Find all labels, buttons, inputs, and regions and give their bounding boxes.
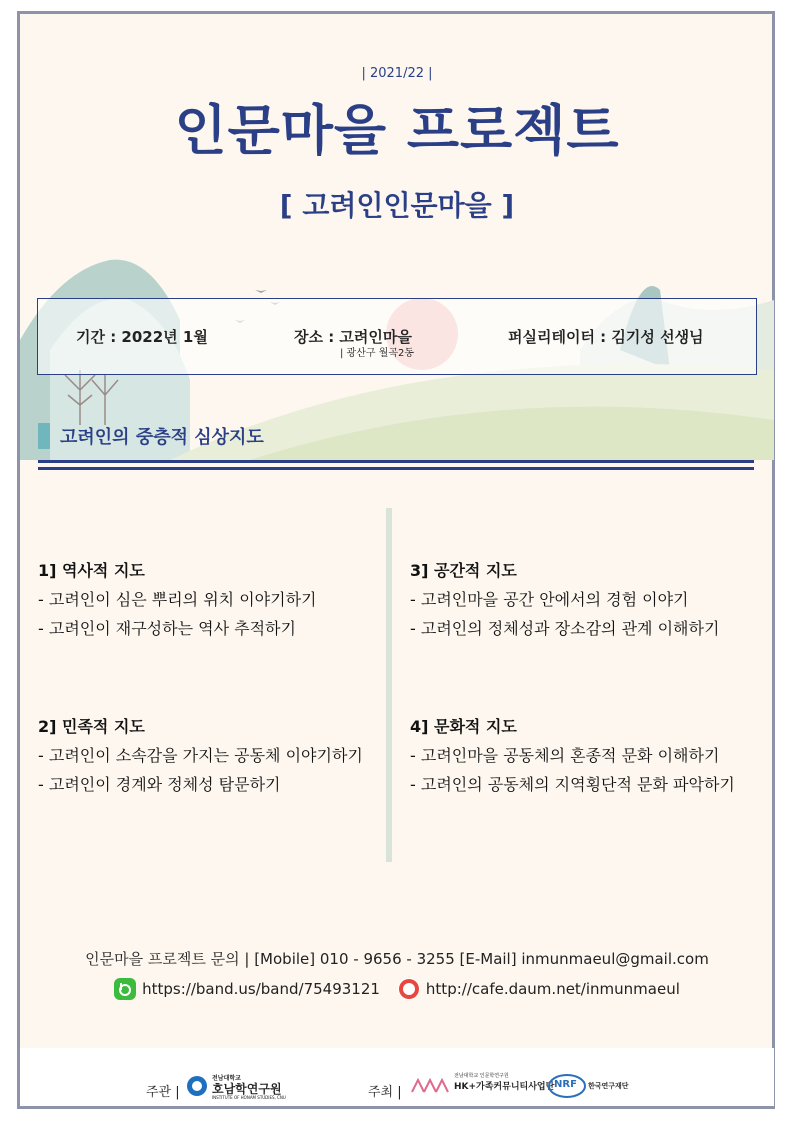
period-text: 기간 : 2022년 1월 [76, 328, 208, 346]
section-heading [38, 422, 264, 450]
divider-rule [38, 460, 754, 463]
organizer-small: 전남대학교 [212, 1075, 241, 1082]
project-year: | 2021/22 | [361, 66, 433, 81]
column-divider [386, 508, 392, 862]
map-heading: 2] 민족적 지도 [38, 717, 145, 736]
map-line: - 고려인이 심은 뿌리의 위치 이야기하기 [38, 590, 317, 609]
section-accent-bar [38, 423, 50, 449]
map-line: - 고려인의 정체성과 장소감의 관계 이해하기 [410, 619, 720, 638]
band-icon [114, 978, 136, 1000]
map-block-spatial [410, 558, 719, 645]
info-box [37, 298, 757, 375]
divider-rule [38, 467, 754, 470]
facilitator-text: 퍼실리테이터 : 김기성 선생님 [508, 328, 704, 346]
host-small: 전남대학교 인문학연구원 [454, 1073, 509, 1079]
contact-line: 인문마을 프로젝트 문의 | [Mobile] 010 - 9656 - 3255 [E-Mail] inmunmaeul@gmail.com [85, 950, 709, 968]
host-name: HK+가족커뮤니티사업단 [454, 1082, 555, 1092]
organizer-en: INSTITUTE OF HONAM STUDIES, CNU [212, 1095, 286, 1100]
links-row [0, 978, 794, 1000]
map-block-cultural [410, 714, 735, 801]
cafe-link[interactable]: http://cafe.daum.net/inmunmaeul [425, 980, 680, 998]
nrf-mark: NRF [554, 1079, 577, 1090]
map-heading: 1] 역사적 지도 [38, 561, 145, 580]
map-line: - 고려인이 재구성하는 역사 추적하기 [38, 619, 296, 638]
place-text: 장소 : 고려인마을 [294, 328, 412, 346]
map-line: - 고려인이 경계와 정체성 탐문하기 [38, 775, 281, 794]
map-line: - 고려인마을 공간 안에서의 경험 이야기 [410, 590, 689, 609]
map-line: - 고려인이 소속감을 가지는 공동체 이야기하기 [38, 746, 363, 765]
map-line: - 고려인마을 공동체의 혼종적 문화 이해하기 [410, 746, 720, 765]
organizer-logo-icon [186, 1074, 208, 1098]
map-block-historical [38, 558, 317, 645]
page-subtitle: [ 고려인인문마을 ] [279, 189, 515, 222]
page-title: 인문마을 프로젝트 [174, 99, 620, 162]
map-heading: 4] 문화적 지도 [410, 717, 517, 736]
band-link[interactable]: https://band.us/band/75493121 [142, 980, 380, 998]
section-title: 고려인의 중층적 심상지도 [60, 427, 264, 448]
organizer-name: 호남학연구원 [212, 1082, 282, 1096]
map-heading: 3] 공간적 지도 [410, 561, 517, 580]
cafe-icon [398, 978, 420, 1000]
organizer-label: 주관 | [146, 1085, 180, 1100]
nrf-name: 한국연구재단 [588, 1082, 629, 1090]
place-detail: | 광산구 월곡2동 [340, 348, 415, 359]
host-logo-icon [410, 1074, 452, 1096]
host-label: 주최 | [368, 1085, 402, 1100]
map-line: - 고려인의 공동체의 지역횡단적 문화 파악하기 [410, 775, 735, 794]
map-block-ethnic [38, 714, 363, 801]
